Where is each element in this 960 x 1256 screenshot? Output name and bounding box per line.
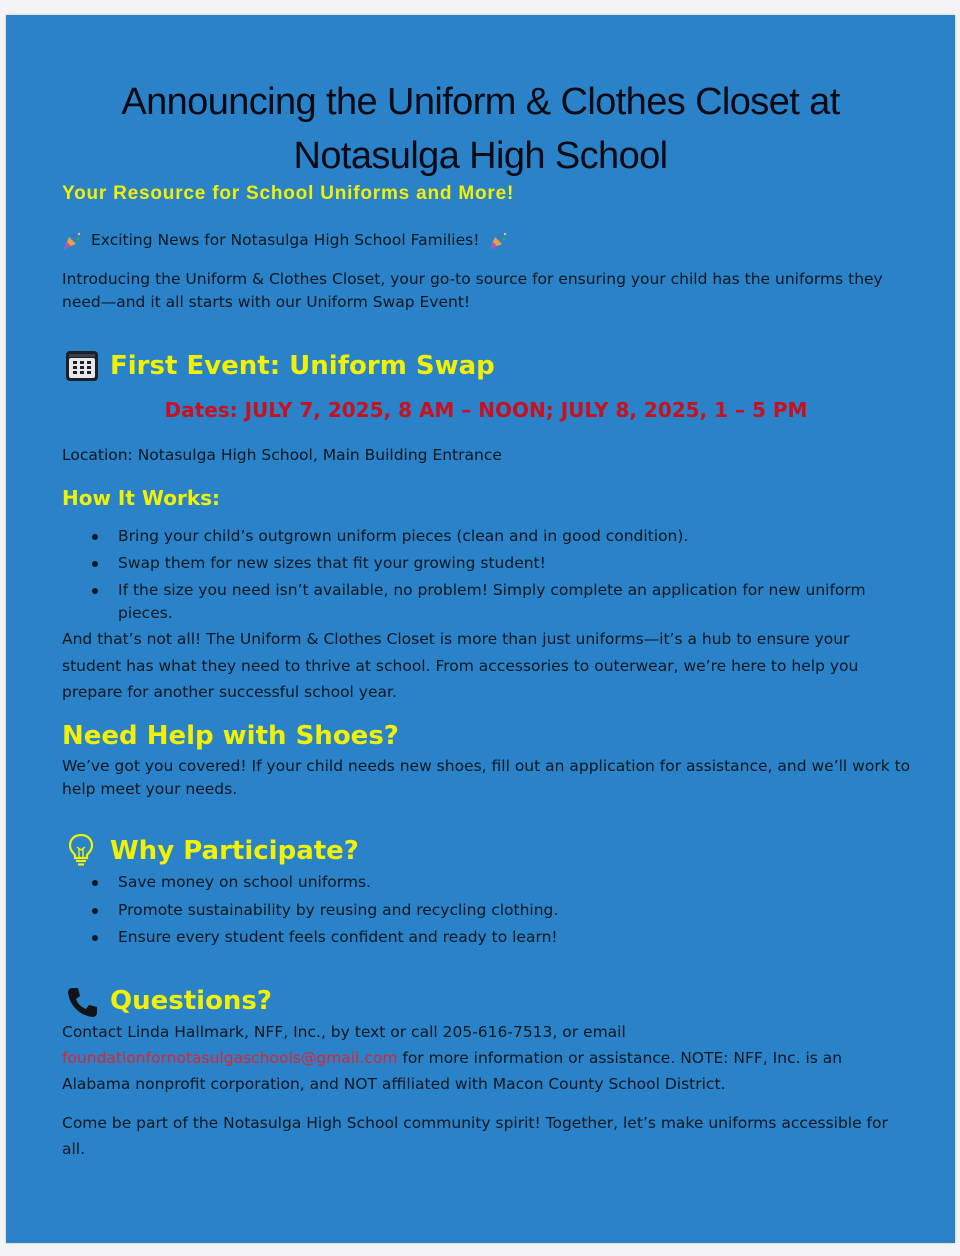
title-line-1: Announcing the Uniform & Clothes Closet at [121,81,840,123]
questions-paragraph [62,1019,912,1097]
page-title [6,75,955,183]
intro-paragraph: Introducing the Uniform & Clothes Closet, your go-to source for ensuring your child has the uniforms they need—and it all starts with our Uniform Swap Event! [62,270,883,311]
list-item: If the size you need isn’t available, no problem! Simply complete an application for new uniform pieces. [62,579,892,625]
party-popper-icon [488,231,508,251]
list-item: Swap them for new sizes that fit your growing student! [62,552,892,575]
title-line-2: Notasulga High School [293,135,668,177]
how-it-works-heading: How It Works: [62,486,221,510]
event-location: Location: Notasulga High School, Main Building Entrance [62,446,502,464]
telephone-icon [66,985,100,1019]
list-item: Save money on school uniforms. [62,871,892,894]
why-list [62,871,892,949]
news-text: Exciting News for Notasulga High School Families! [91,231,480,249]
flyer-page [6,15,955,1243]
event-dates: Dates: JULY 7, 2025, 8 AM – NOON; JULY 8, 2025, 1 – 5 PM [164,398,808,422]
event-heading: First Event: Uniform Swap [110,351,495,381]
calendar-icon [64,348,100,384]
list-item: Bring your child’s outgrown uniform pieces (clean and in good condition). [62,525,892,548]
questions-heading: Questions? [110,986,272,1016]
tagline: Your Resource for School Uniforms and More! [62,183,515,204]
how-it-works-list [62,525,892,625]
more-paragraph: And that’s not all! The Uniform & Clothes Closet is more than just uniforms—it’s a hub to ensure your student has what they need to thrive at school. From accessories to outerwear, we’re here to help you prepare for another successful school year. [62,630,859,701]
shoes-paragraph: We’ve got you covered! If your child needs new shoes, fill out an application for assistance, and we’ll work to help meet your needs. [62,757,911,798]
shoes-heading: Need Help with Shoes? [62,721,399,751]
email-link[interactable]: foundationfornotasulgaschools@gmail.com [62,1049,398,1067]
closing-paragraph: Come be part of the Notasulga High School community spirit! Together, let’s make uniforms accessible for all. [62,1114,888,1158]
party-popper-icon [62,231,82,251]
list-item: Ensure every student feels confident and ready to learn! [62,926,892,949]
after-email-text: for more information or assistance. NOTE: NFF, Inc. is an Alabama nonprofit corporation, and NOT affiliated with Macon County School District. [62,1049,843,1093]
why-heading: Why Participate? [110,836,359,866]
contact-text: Contact Linda Hallmark, NFF, Inc., by text or call 205-616-7513, or email [62,1023,626,1041]
news-line [62,229,508,252]
lightbulb-icon [66,833,96,867]
list-item: Promote sustainability by reusing and recycling clothing. [62,899,892,922]
